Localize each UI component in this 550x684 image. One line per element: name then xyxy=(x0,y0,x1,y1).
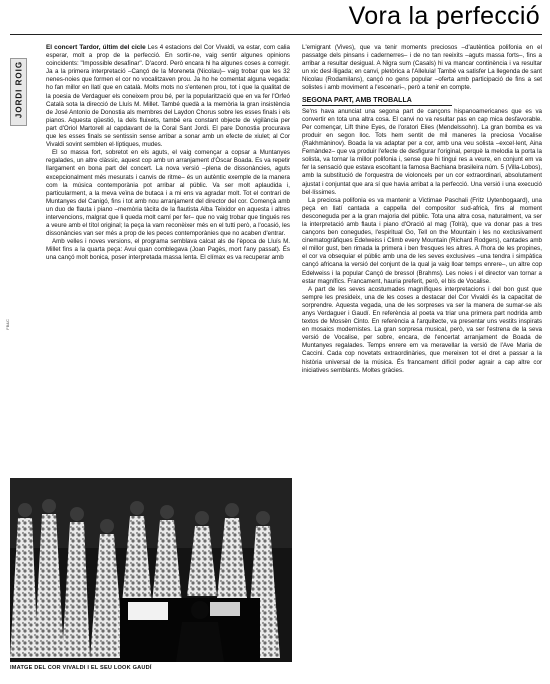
author-box xyxy=(10,58,27,126)
paragraph-text: Les 4 estacions del Cor Vivaldi, va estar, com calia esperar, molt a prop de la perfecció. En sortir-ne, vaig sentir algunes opinions coincidents: "Impossible desafinar". D'acord. Però encara hi ha algunes coses a corregir. Ja a la primera interpretació –Cançó de la Moreneta (Nicolau)– vaig trobar que les 32 nenes-noies que formen el cor no vocalitzaven prou. Ja ho he comentat alguna vegada: ho fan millor en llatí que en català. Molts mots no s'entenen prou, tot i que la qualitat de la poesia de Verdaguer els coneixem prou bé, per la popularització que en va fer l'Orfeó Català sota la direcció de Lluís M. Millet. També quedà a la memòria la gran insistència de José Antonio de Donostia als membres del Laydon Chorus sobre les esses finals i els pianos. Aquesta qüestió, la dels fluixets, també era constant objecte de vigilància per part d'Oriol Martorell al capdavant de la Coral Sant Jordi. El pare Donostia procurava que les esses finals se sentissin sense arribar a sonar amb un efecte de xiulet; al Cor Vivaldi sovint semblen el·líptiques, mudes. xyxy=(46,44,290,149)
lead-in: El concert Tardor, últim del cicle xyxy=(46,44,146,51)
author-name: JORDI ROIG xyxy=(14,60,24,119)
paragraph: El so massa fort, sobretot en els aguts, el vaig començar a copsar a Muntanyes regalades, un altre clàssic, aquest cop amb un arranjament d'Òscar Boada. Es va repetir llargament en bona part del concert. La nova versió –plena de dissonàncies, aguts excepcionalment més mesurats i canvis de ritme– és un autèntic exemple de la manera com la música contemporània pot arribar al públic. Va ser molt aplaudida i, particularment, a la meva veïna de butaca i a mi ens va agradar molt. Tot el contrari de Muntanyes del Canigó, fins i tot amb nou arranjament del director del cor. Començà amb un duo de flauta i piano –memòria tàcita de la flautista Alba Teixidor en aquesta i altres intervencions, malgrat que li queda molt camí per fer– que no vaig trobar que tingués res a veure amb el títol original; la peça la vam reconèixer més en el tutti però, a l'ocasió, les dissonàncies van ser més a prop de les peces contemporànies que no acaben d'entrar. xyxy=(46,149,290,238)
photo-credit: FB&C xyxy=(4,319,10,330)
paragraph: La preciosa polifonia es va mantenir a Victimae Paschali (Fritz Uytenbogaard), una peça en llatí cantada a cappella del compositor sud-africà, fins al moment desconeguda per a la gran majoria del públic. Tota una altra cosa, naturalment, va ser la interpretació amb flauta i piano d'Oració al mag (Tolrà), que va donar pas a tres cançons ben conegudes, l'espiritual Go, Tell on the Mountain i les no exclusivament cinematogràfiques Edelweiss i Climb every Mountain (Richard Rodgers), cantades amb el millor gust, ben rimada la primera i ben fresques les altres. A l'hora de les propines, el cor va obsequiar el públic amb una de les seves exclusives –una tendra i simpàtica cançó africana la versió del conjunt de la qual ja vaig lloar temps enrere–, un altre cop Edelweiss i la popular Cançó de bressol (Brahms). Les noies i el director van tornar a estar magnífics. Francament, hauria preferit, però, el bis de Vocalise. xyxy=(302,196,542,285)
paragraph: Se'ns hava anunciat una segona part de cançons hispanoamericanes que es va convertir en tota una altra cosa. El canvi no va resultar pas en cap mica desfavorable. Per començar, Lift thine Eyes, de l'oratori Elies (Mendelssohn). La gran bomba es va produir en segon lloc. Tots hem sentit de mil maneres la preciosa Vocalise (Rakhmàninov). Boada la va adaptar per a cor, amb una veu solista –excel·lent, Aina Fernàndez– que va produir l'efecte de desfigurar l'original, perquè la melodia la porta la solista, va tornar la millor polifonia i, sense que hi tingui res a veure, en conjunt em va fer la sensació que estava escoltant la famosa Bachiana brasileira núm. 5 (Villa-Lobos), amb la substitució de l'orquestra de violoncels per un cor extraordinari, absolutament ajustat i conjuntat que ara sí que havia arribat a la perfecció. Una versió i una execució bel·líssimes. xyxy=(302,107,542,196)
section-subhead: SEGONA PART, AMB TROBALLA xyxy=(302,97,452,106)
article-title: Vora la perfecció xyxy=(348,2,540,30)
paragraph: L'emigrant (Vives), que va tenir moments preciosos –d'autèntica polifonia en el passatge dels pinsans i cadernerres– i de no tan reeixits –aguts massa forts–, fins a arribar a resultar desigual. A Nigra sum (Casals) hi va mancar continència i va resultar un xic desl·lligada; en canvi, pletòrica a l'Alleluia! També va satisfer La llegenda de sant Nicolau (Rodamilans), cançó no gens popular –oferta amb participació de fins a set solistes i amb moviment a l'escenari–, però a tenir en compte. xyxy=(302,44,542,92)
paragraph: Amb velles i noves versions, el programa semblava calcat als de l'època de Lluís M. Millet fins a la quarta peça: Avui quan comblegava (Joan Pagès, mort l'any passat). És una cançó molt bonica, poser interpretada massa lenta. El clímax es va recuperar amb xyxy=(46,238,290,262)
photo-caption: IMATGE DEL COR VIVALDI I EL SEU LOOK GAUDÍ xyxy=(10,665,152,671)
paragraph: A part de les seves acostumades magnífiques interpretacions i del bon gust que sempre les presideix, una de les coses a destacar del Cor Vivaldi és la capacitat de sorprendre. Aquesta vegada, una de les sorpreses va ser la manera de sumar-se als anys Verdaguer i Gaudí. En referència al poeta va triar una primera part nodrida amb textos de Mossèn Cinto. En referència a l'arquitecte, va presentar uns vestits inspirats en mosaics modernistes. La gran sorpresa musical, però, va ser l'estrena de la seva versió de Vocalise, per sobre, encara, de l'encertat arranjament de Boada de Muntanyes regalades. Temps enrere em va meravellar la versió de l'Ave Maria de Caccini. Cada cop novetats extraordinàries, que mereixen tot el dret a passar a la història universal de la música. És francament difícil poder agrair a cap altre cor iniciatives semblants. Moltes gràcies. xyxy=(302,285,542,374)
column-right xyxy=(302,44,542,676)
column-left xyxy=(46,44,290,472)
paragraph xyxy=(46,44,290,149)
header-bar xyxy=(10,0,542,35)
choir-photo xyxy=(10,478,292,662)
